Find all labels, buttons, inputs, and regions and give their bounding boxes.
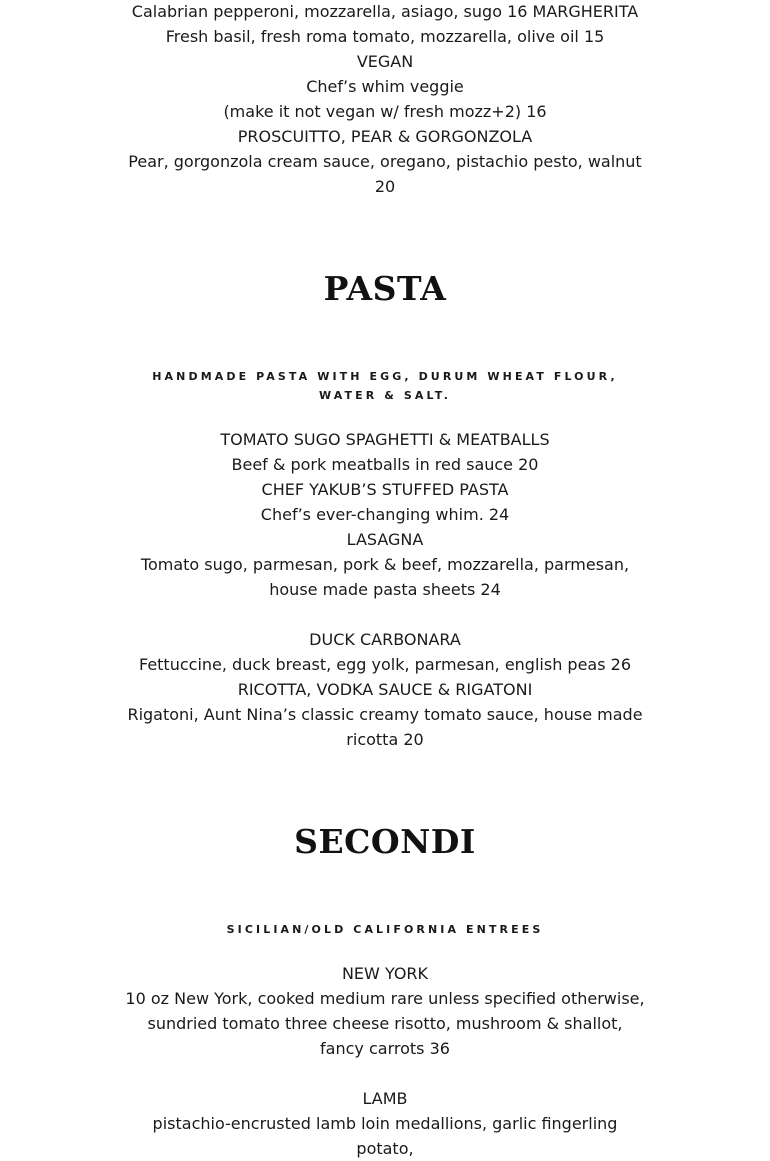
menu-item-name: LAMB xyxy=(362,1089,408,1108)
menu-item-desc: Beef & pork meatballs in red sauce 20 xyxy=(231,455,539,474)
pizza-line: (make it not vegan w/ fresh mozz+2) 16 xyxy=(223,102,547,121)
menu-item xyxy=(125,427,645,477)
menu-item-name: TOMATO SUGO SPAGHETTI & MEATBALLS xyxy=(220,430,550,449)
pizza-section xyxy=(125,0,645,199)
section-title-pasta: PASTA xyxy=(323,269,447,308)
menu-item xyxy=(125,477,645,527)
menu-item xyxy=(125,677,648,752)
menu-item xyxy=(125,961,650,1061)
pizza-line: Calabrian pepperoni, mozzarella, asiago, sugo 16 MARGHERITA xyxy=(131,2,639,21)
menu-item xyxy=(125,627,645,677)
menu-item-name: RICOTTA, VODKA SAUCE & RIGATONI xyxy=(237,680,533,699)
pizza-line: PROSCUITTO, PEAR & GORGONZOLA xyxy=(237,127,533,146)
secondi-section xyxy=(125,752,650,1161)
menu-item-desc: Chef’s ever-changing whim. 24 xyxy=(260,505,510,524)
pizza-line: VEGAN xyxy=(356,52,414,71)
menu-item-name: LASAGNA xyxy=(346,530,424,549)
menu-item-name: CHEF YAKUB’S STUFFED PASTA xyxy=(261,480,509,499)
menu-column xyxy=(125,0,650,1161)
menu-item-desc: Rigatoni, Aunt Nina’s classic creamy tomato sauce, house made ricotta 20 xyxy=(127,705,648,749)
pasta-section xyxy=(125,199,648,752)
menu-item-name: NEW YORK xyxy=(341,964,429,983)
menu-item-name: DUCK CARBONARA xyxy=(309,630,461,649)
menu-item xyxy=(125,527,645,602)
menu-item-desc: Fettuccine, duck breast, egg yolk, parmesan, english peas 26 xyxy=(138,655,631,674)
menu-item-desc: 10 oz New York, cooked medium rare unless specified otherwise, sundried tomato three cheese risotto, mushroom & shallot, fancy carrots 36 xyxy=(125,989,650,1058)
menu-item-desc: pistachio-encrusted lamb loin medallions, garlic fingerling potato, xyxy=(152,1114,623,1158)
section-subtitle-pasta: HANDMADE PASTA WITH EGG, DURUM WHEAT FLOUR, WATER & SALT. xyxy=(152,370,618,402)
menu-item xyxy=(125,1086,645,1161)
pizza-line: Pear, gorgonzola cream sauce, oregano, pistachio pesto, walnut 20 xyxy=(128,152,647,196)
section-subtitle-secondi: SICILIAN/OLD CALIFORNIA ENTREES xyxy=(226,923,544,936)
pizza-line: Chef’s whim veggie xyxy=(306,77,464,96)
pizza-line: Fresh basil, fresh roma tomato, mozzarella, olive oil 15 xyxy=(165,27,605,46)
section-title-secondi: SECONDI xyxy=(294,822,476,861)
menu-item-desc: Tomato sugo, parmesan, pork & beef, mozzarella, parmesan, house made pasta sheets 24 xyxy=(140,555,635,599)
